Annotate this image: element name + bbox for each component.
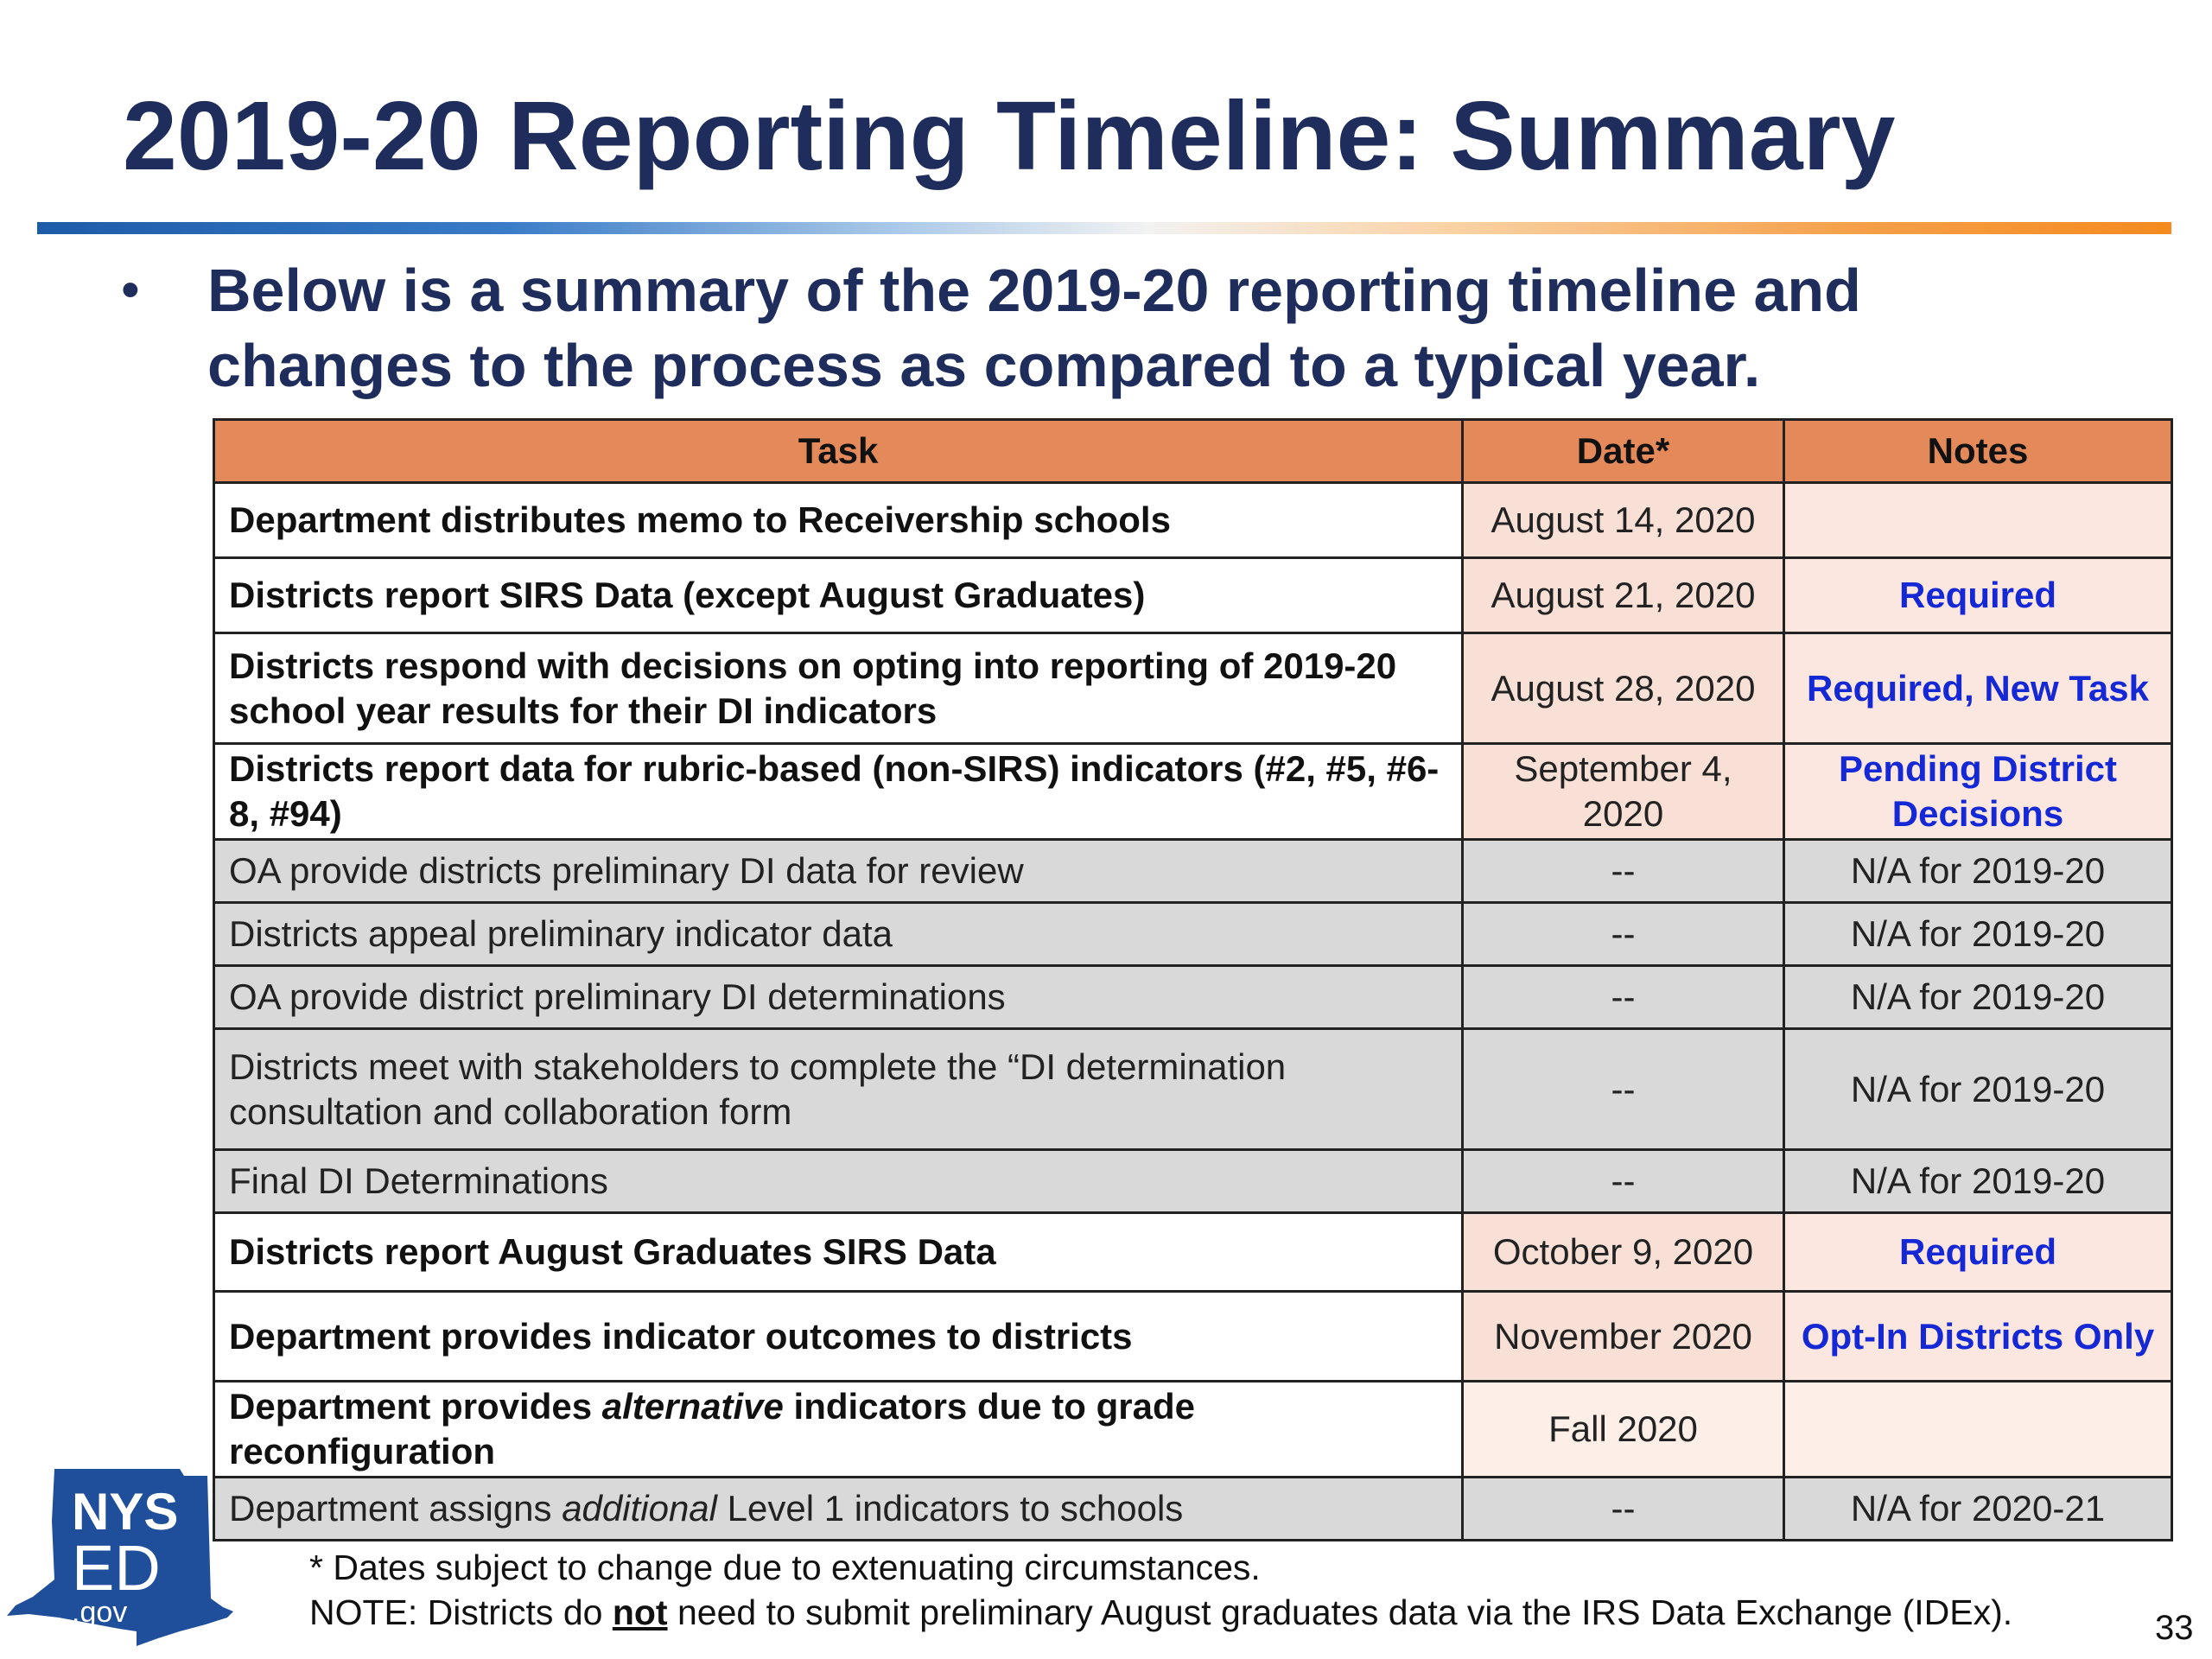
date-cell: -- — [1463, 903, 1784, 966]
table-row — [214, 483, 2172, 558]
intro-text: Below is a summary of the 2019-20 reporting timeline and changes to the process as compared to a typical year. — [207, 257, 1861, 399]
footnote-note-emphasis: not — [612, 1592, 668, 1632]
date-cell: -- — [1463, 840, 1784, 903]
table-row — [214, 558, 2172, 633]
table-row — [214, 1478, 2172, 1541]
bullet-marker: • — [121, 260, 140, 320]
header-task: Task — [214, 420, 1463, 483]
footnote-note-post: need to submit preliminary August graduates data via the IRS Data Exchange (IDEx). — [667, 1592, 2013, 1632]
table-row — [214, 903, 2172, 966]
header-notes: Notes — [1784, 420, 2172, 483]
table-row — [214, 1150, 2172, 1213]
table-row — [214, 1382, 2172, 1478]
task-cell: OA provide district preliminary DI determinations — [214, 966, 1463, 1029]
date-cell: October 9, 2020 — [1463, 1213, 1784, 1292]
date-cell: -- — [1463, 966, 1784, 1029]
footnote-note-pre: NOTE: Districts do — [309, 1592, 613, 1632]
task-text-post: Level 1 indicators to schools — [717, 1488, 1184, 1529]
date-cell: -- — [1463, 1150, 1784, 1213]
note-cell: N/A for 2019-20 — [1784, 966, 2172, 1029]
task-text-pre: Department assigns — [229, 1488, 563, 1529]
task-cell: Department distributes memo to Receivership schools — [214, 483, 1463, 558]
note-cell: N/A for 2019-20 — [1784, 1150, 2172, 1213]
table-row — [214, 744, 2172, 840]
logo-nys: NYS — [72, 1483, 179, 1541]
task-cell — [214, 1382, 1463, 1478]
note-cell: Required — [1784, 1213, 2172, 1292]
note-cell: Required — [1784, 558, 2172, 633]
footnote-note — [309, 1590, 2012, 1635]
timeline-table — [213, 418, 2173, 1541]
table-row — [214, 633, 2172, 744]
task-cell — [214, 1478, 1463, 1541]
table-row — [214, 840, 2172, 903]
task-cell: Districts report SIRS Data (except August Graduates) — [214, 558, 1463, 633]
note-cell: N/A for 2020-21 — [1784, 1478, 2172, 1541]
slide-title: 2019-20 Reporting Timeline: Summary — [123, 81, 1896, 190]
note-cell — [1784, 483, 2172, 558]
date-cell: September 4, 2020 — [1463, 744, 1784, 840]
table-row — [214, 1292, 2172, 1382]
date-cell: August 28, 2020 — [1463, 633, 1784, 744]
date-cell: August 21, 2020 — [1463, 558, 1784, 633]
page-number: 33 — [2155, 1609, 2194, 1647]
footnote-dates: * Dates subject to change due to extenuating circumstances. — [309, 1548, 1261, 1587]
task-text-post: indicators due to grade reconfiguration — [229, 1386, 1195, 1471]
note-cell: Required, New Task — [1784, 633, 2172, 744]
note-cell: Opt-In Districts Only — [1784, 1292, 2172, 1382]
note-cell: N/A for 2019-20 — [1784, 903, 2172, 966]
table-row — [214, 1029, 2172, 1150]
task-text-emphasis: additional — [562, 1488, 717, 1529]
table-row — [214, 1213, 2172, 1292]
date-cell: -- — [1463, 1029, 1784, 1150]
date-cell: Fall 2020 — [1463, 1382, 1784, 1478]
task-text-pre: Department provides — [229, 1386, 602, 1427]
table-header-row — [214, 420, 2172, 483]
task-cell: OA provide districts preliminary DI data for review — [214, 840, 1463, 903]
task-cell: Department provides indicator outcomes to districts — [214, 1292, 1463, 1382]
date-cell: November 2020 — [1463, 1292, 1784, 1382]
logo-gov: .gov — [72, 1596, 128, 1629]
task-cell: Districts appeal preliminary indicator data — [214, 903, 1463, 966]
note-cell: N/A for 2019-20 — [1784, 1029, 2172, 1150]
task-cell: Districts meet with stakeholders to complete the “DI determination consultation and collaboration form — [214, 1029, 1463, 1150]
note-cell: N/A for 2019-20 — [1784, 840, 2172, 903]
task-text-emphasis: alternative — [601, 1386, 784, 1427]
task-cell: Final DI Determinations — [214, 1150, 1463, 1213]
note-cell: Pending District Decisions — [1784, 744, 2172, 840]
task-cell: Districts respond with decisions on opting into reporting of 2019-20 school year results for their DI indicators — [214, 633, 1463, 744]
header-date: Date* — [1463, 420, 1784, 483]
note-cell — [1784, 1382, 2172, 1478]
table-row — [214, 966, 2172, 1029]
title-divider — [37, 222, 2171, 234]
date-cell: -- — [1463, 1478, 1784, 1541]
logo-ed: ED — [72, 1532, 161, 1604]
task-cell: Districts report data for rubric-based (non-SIRS) indicators (#2, #5, #6-8, #94) — [214, 744, 1463, 840]
date-cell: August 14, 2020 — [1463, 483, 1784, 558]
nysed-logo — [7, 1469, 236, 1646]
footnote — [309, 1545, 2012, 1635]
task-cell: Districts report August Graduates SIRS Data — [214, 1213, 1463, 1292]
